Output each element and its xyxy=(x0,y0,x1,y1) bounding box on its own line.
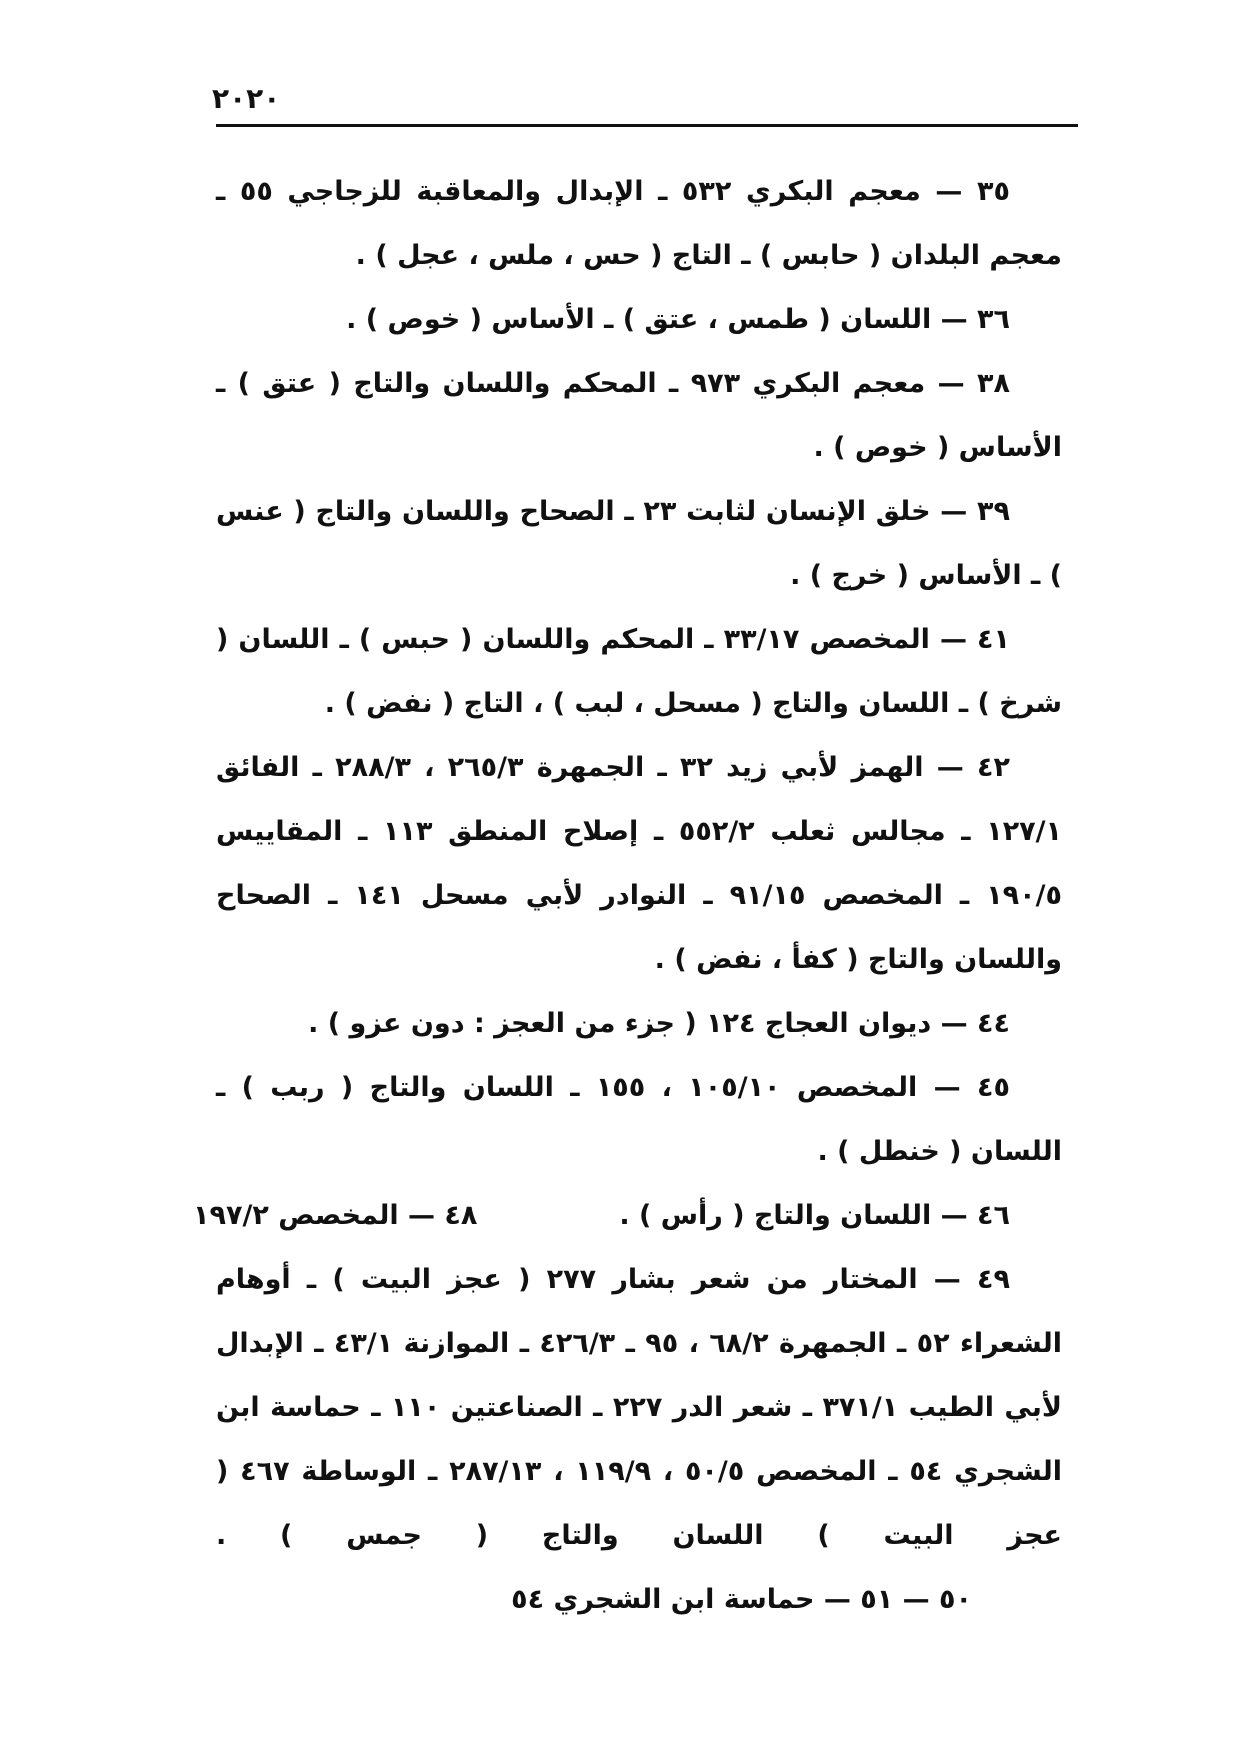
footnotes-text xyxy=(193,160,1062,1632)
entry-46-48-line xyxy=(193,1184,1062,1248)
entry-35: ٣٥ — معجم البكري ٥٣٢ ـ الإبدال والمعاقبة للزجاجي ٥٥ ـ معجم البلدان ( حابس ) ـ التاج ( حس ، ملس ، عجل ) . xyxy=(216,176,1062,271)
entry-42: ٤٢ — الهمز لأبي زيد ٣٢ ـ الجمهرة ٢٦٥/٣ ، ٢٨٨/٣ ـ الفائق ١٢٧/١ ـ مجالس ثعلب ٥٥٢/٢ ـ إصلاح المنطق ١١٣ ـ المقاييس ١٩٠/٥ ـ المخصص ٩١/١٥ ـ النوادر لأبي مسحل ١٤١ ـ الصحاح واللسان والتاج ( كفأ ، نفض ) . xyxy=(216,752,1062,975)
entry-39: ٣٩ — خلق الإنسان لثابت ٢٣ ـ الصحاح واللسان والتاج ( عنس ) ـ الأساس ( خرج ) . xyxy=(216,496,1062,591)
entry-46: ٤٦ — اللسان والتاج ( رأس ) . xyxy=(619,1200,1010,1231)
entry-41: ٤١ — المخصص ٣٣/١٧ ـ المحكم واللسان ( حبس ) ـ اللسان ( شرخ ) ـ اللسان والتاج ( مسحل ، لبب ) ، التاج ( نفض ) . xyxy=(216,624,1062,719)
page-number: ٢٠٢٠ xyxy=(212,82,281,115)
entry-38: ٣٨ — معجم البكري ٩٧٣ ـ المحكم واللسان والتاج ( عتق ) ـ الأساس ( خوص ) . xyxy=(216,368,1062,463)
entry-48: ٤٨ — المخصص ١٩٧/٢ xyxy=(193,1200,478,1231)
entry-36: ٣٦ — اللسان ( طمس ، عتق ) ـ الأساس ( خوص ) . xyxy=(346,304,1010,335)
entry-45: ٤٥ — المخصص ١٠٥/١٠ ، ١٥٥ ـ اللسان والتاج ( ربب ) ـ اللسان ( خنطل ) . xyxy=(216,1072,1062,1167)
header-rule xyxy=(216,124,1078,127)
entry-49-text: ٤٩ — المختار من شعر بشار ٢٧٧ ( عجز البيت ) ـ أوهام الشعراء ٥٢ ـ الجمهرة ٦٨/٢ ، ٩٥ ـ ٤٢٦/٣ ـ الموازنة ٤٣/١ ـ الإبدال لأبي الطيب ٣٧١/١ ـ شعر الدر ٢٢٧ ـ الصناعتين ١١٠ ـ حماسة ابن الشجري ٥٤ ـ المخصص ٥٠/٥ ، ١١٩/٩ ، ٢٨٧/١٣ ـ الوساطة ٤٦٧ ( عجز البيت ) اللسان والتاج ( جمس ) . xyxy=(216,1264,1062,1551)
entry-44: ٤٤ — ديوان العجاج ١٢٤ ( جزء من العجز : دون عزو ) . xyxy=(308,1008,1010,1039)
entry-50-51: ٥٠ — ٥١ — حماسة ابن الشجري ٥٤ xyxy=(511,1584,972,1615)
entry-49 xyxy=(216,1248,1062,1632)
